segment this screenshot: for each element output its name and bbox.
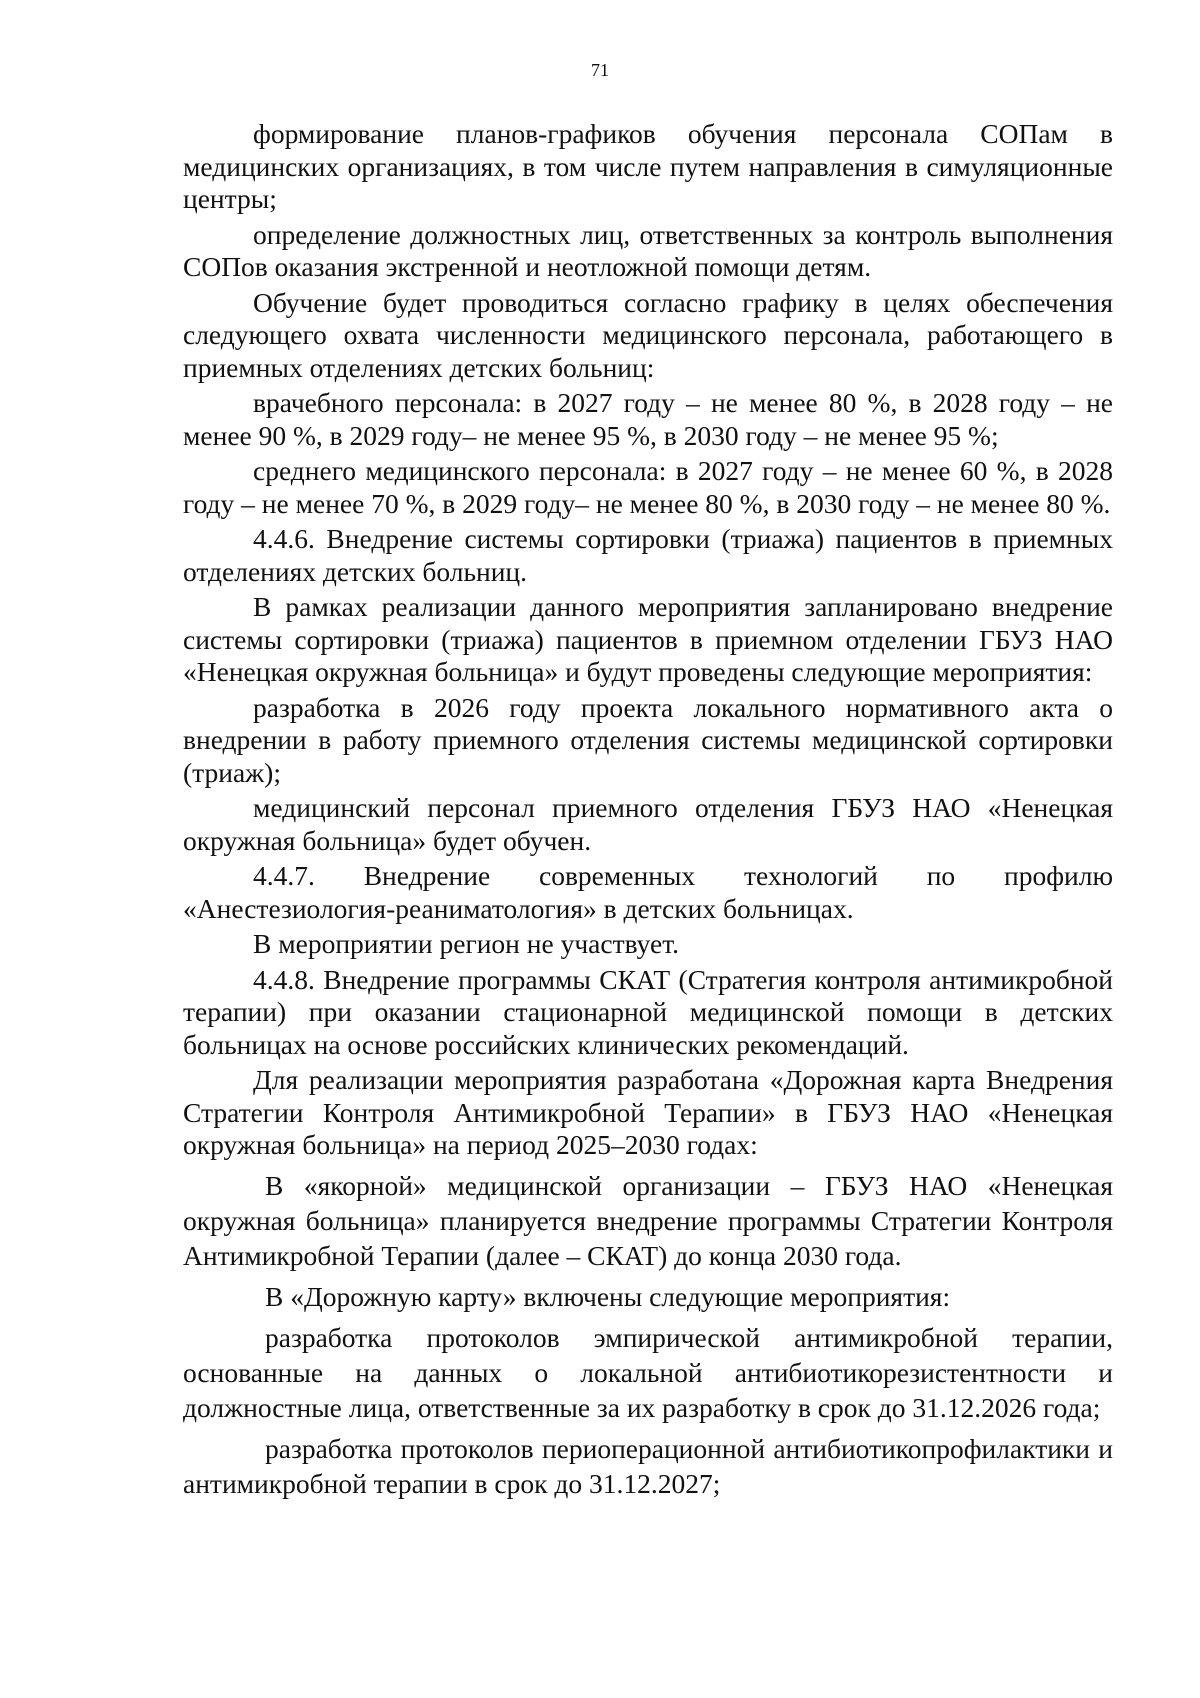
section-heading: 4.4.7. Внедрение современных технологий по профилю «Анестезиология-реаниматология» в детских больницах. [183,860,1113,924]
document-body [183,118,1113,1501]
paragraph: В «Дорожную карту» включены следующие мероприятия: [265,1280,951,1312]
paragraph: формирование планов-графиков обучения персонала СОПам в медицинских организациях, в том числе путем направления в симуляционные центры; [183,118,1113,214]
paragraph: определение должностных лиц, ответственных за контроль выполнения СОПов оказания экстренной и неотложной помощи детям. [183,218,1113,282]
paragraph: разработка в 2026 году проекта локального нормативного акта о внедрении в работу приемного отделения системы медицинской сортировки (триаж); [183,691,1113,788]
section-heading: 4.4.8. Внедрение программы СКАТ (Стратегия контроля антимикробной терапии) при оказании стационарной медицинской помощи в детских больницах на основе российских клинических рекомендаций. [183,963,1113,1060]
paragraph: среднего медицинского персонала: в 2027 году – не менее 60 %, в 2028 году – не менее 70 %, в 2029 году– не менее 80 %, в 2030 году – не менее 80 %. [183,455,1113,519]
paragraph: разработка протоколов эмпирической антимикробной терапии, основанные на данных о локальной антибиотикорезистентности и должностные лица, ответственные за их разработку в срок до 31.12.2026 года; [183,1321,1113,1423]
paragraph: В рамках реализации данного мероприятия запланировано внедрение системы сортировки (триажа) пациентов в приемном отделении ГБУЗ НАО «Ненецкая окружная больница» и будут проведены следующие мероприятия: [183,591,1113,687]
paragraph: медицинский персонал приемного отделения ГБУЗ НАО «Ненецкая окружная больница» будет обучен. [183,792,1113,856]
page-number: 71 [591,60,609,80]
paragraph: Для реализации мероприятия разработана «Дорожная карта Внедрения Стратегии Контроля Антимикробной Терапии» в ГБУЗ НАО «Ненецкая окружная больница» на период 2025–2030 годах: [183,1064,1113,1160]
paragraph: врачебного персонала: в 2027 году – не менее 80 %, в 2028 году – не менее 90 %, в 2029 году– не менее 95 %, в 2030 году – не менее 95 %; [183,387,1113,451]
paragraph: разработка протоколов периоперационной антибиотикопрофилактики и антимикробной терапии в срок до 31.12.2027; [183,1432,1113,1499]
paragraph: В мероприятии регион не участвует. [253,928,680,959]
paragraph: Обучение будет проводиться согласно графику в целях обеспечения следующего охвата численности медицинского персонала, работающего в приемных отделениях детских больниц: [183,286,1113,383]
paragraph: В «якорной» медицинской организации – ГБУЗ НАО «Ненецкая окружная больница» планируется внедрение программы Стратегии Контроля Антимикробной Терапии (далее – СКАТ) до конца 2030 года. [183,1169,1113,1271]
section-heading: 4.4.6. Внедрение системы сортировки (триажа) пациентов в приемных отделениях детских больниц. [183,523,1113,587]
